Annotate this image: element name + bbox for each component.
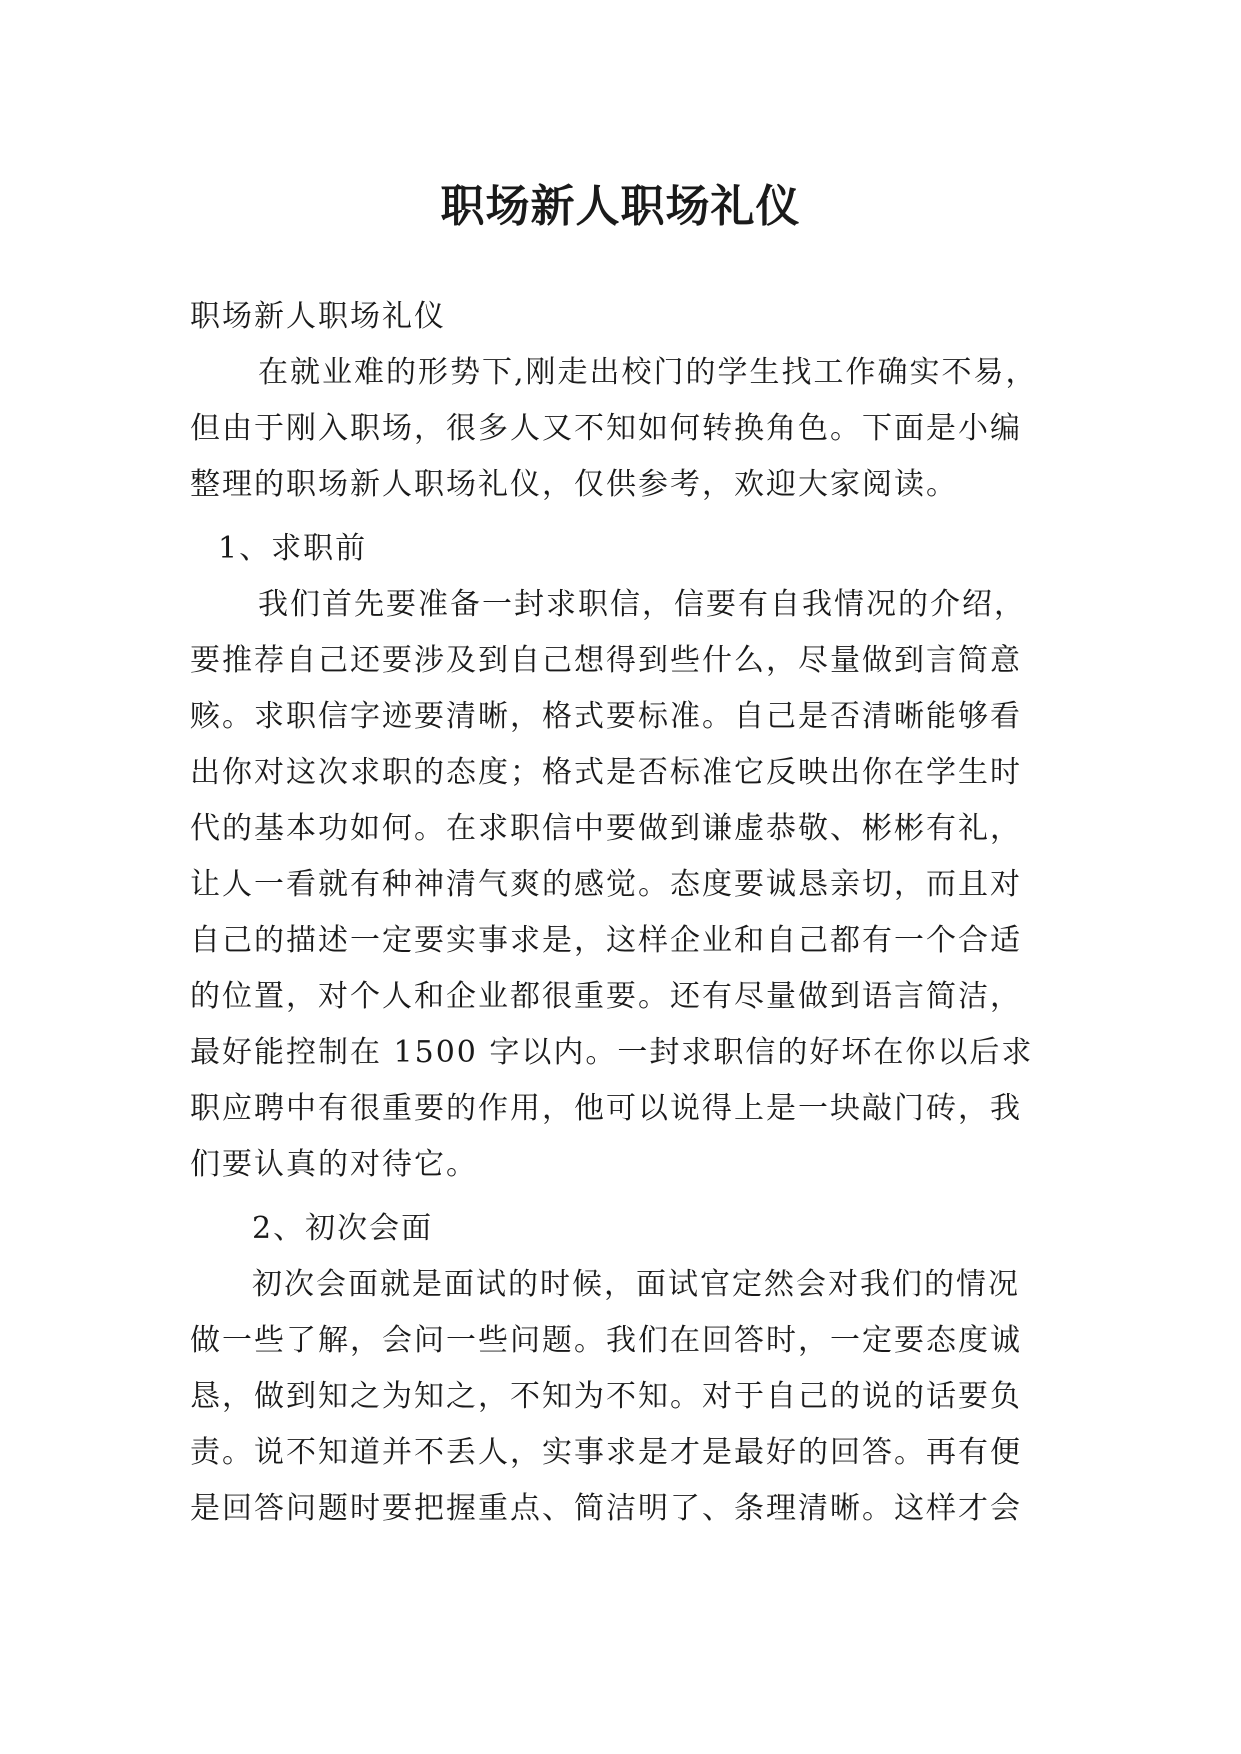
body-line: 的位置，对个人和企业都很重要。还有尽量做到语言简洁， — [190, 979, 1022, 1014]
section-heading: 2、初次会面 — [252, 1211, 434, 1246]
body-line-subtitle: 职场新人职场礼仪 — [190, 299, 446, 334]
body-line: 做一些了解，会问一些问题。我们在回答时，一定要态度诚 — [190, 1323, 1022, 1358]
body-line: 自己的描述一定要实事求是，这样企业和自己都有一个合适 — [190, 923, 1022, 958]
body-line: 是回答问题时要把握重点、简洁明了、条理清晰。这样才会 — [190, 1491, 1022, 1526]
body-line: 要推荐自己还要涉及到自己想得到些什么，尽量做到言简意 — [190, 643, 1022, 678]
body-line: 恳，做到知之为知之，不知为不知。对于自己的说的话要负 — [190, 1379, 1022, 1414]
body-line: 整理的职场新人职场礼仪，仅供参考，欢迎大家阅读。 — [190, 467, 958, 502]
body-line: 最好能控制在 1500 字以内。一封求职信的好坏在你以后求 — [190, 1035, 1034, 1070]
section-heading: 1、求职前 — [218, 531, 368, 566]
body-line: 但由于刚入职场，很多人又不知如何转换角色。下面是小编 — [190, 411, 1022, 446]
body-line: 代的基本功如何。在求职信中要做到谦虚恭敬、彬彬有礼， — [190, 811, 1022, 846]
body-line: 初次会面就是面试的时候，面试官定然会对我们的情况 — [252, 1267, 1020, 1302]
body-line: 责。说不知道并不丢人，实事求是才是最好的回答。再有便 — [190, 1435, 1022, 1470]
body-line: 职应聘中有很重要的作用，他可以说得上是一块敲门砖，我 — [190, 1091, 1022, 1126]
body-line: 赅。求职信字迹要清晰，格式要标准。自己是否清晰能够看 — [190, 699, 1022, 734]
body-line: 出你对这次求职的态度；格式是否标准它反映出你在学生时 — [190, 755, 1022, 790]
body-line: 在就业难的形势下,刚走出校门的学生找工作确实不易， — [258, 355, 1038, 390]
body-line: 我们首先要准备一封求职信，信要有自我情况的介绍， — [258, 587, 1026, 622]
document-title: 职场新人职场礼仪 — [440, 181, 801, 233]
body-line: 让人一看就有种神清气爽的感觉。态度要诚恳亲切，而且对 — [190, 867, 1022, 902]
body-line: 们要认真的对待它。 — [190, 1147, 478, 1182]
